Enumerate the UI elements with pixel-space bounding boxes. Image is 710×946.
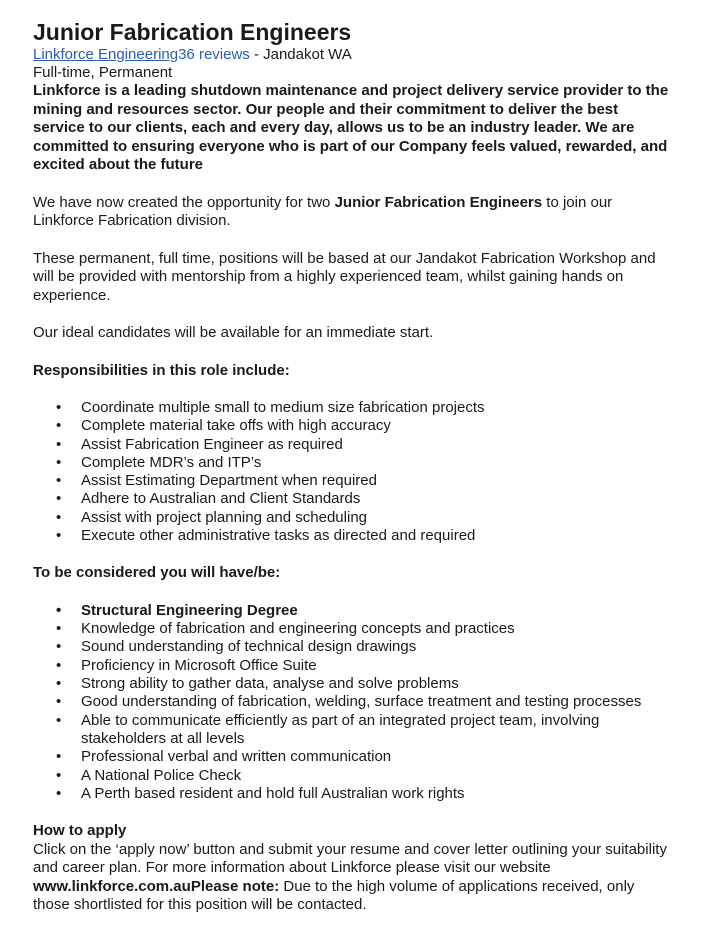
list-item: • Complete MDR’s and ITP’s <box>81 454 673 472</box>
reviews-link[interactable]: 36 reviews <box>178 46 250 63</box>
requirements-heading: To be considered you will have/be: <box>33 564 281 582</box>
apply-text-2: Due to the high volume of applications received, only those shortlisted for this position will be contacted. <box>33 877 635 914</box>
list-item: • Structural Engineering Degree <box>81 602 673 620</box>
apply-text-1: Click on the ‘apply now’ button and submit your resume and cover letter outlining your suitability and career plan. For more information about Linkforce please visit our website <box>33 840 667 877</box>
job-title: Junior Fabrication Engineers <box>33 19 352 45</box>
paragraph-opportunity <box>33 194 673 231</box>
list-item: • Execute other administrative tasks as directed and required <box>81 527 673 545</box>
company-line <box>33 46 673 64</box>
company-link[interactable]: Linkforce Engineering <box>33 46 179 63</box>
p1-end: to join our Linkforce Fabrication division. <box>33 193 613 229</box>
paragraph-positions: These permanent, full time, positions will be based at our Jandakot Fabrication Workshop and will be provided with mentorship from a highly experienced team, whilst gaining hands on experience. <box>33 249 656 304</box>
requirements-list <box>33 602 673 803</box>
p1-start: We have now created the opportunity for two <box>33 193 335 211</box>
list-item: • Professional verbal and written communication <box>81 748 673 766</box>
list-item: • Proficiency in Microsoft Office Suite <box>81 657 673 675</box>
list-item: • Sound understanding of technical design drawings <box>81 638 673 656</box>
list-item: • Knowledge of fabrication and engineering concepts and practices <box>81 620 673 638</box>
list-item: • Complete material take offs with high accuracy <box>81 417 673 435</box>
responsibilities-list <box>33 399 673 545</box>
list-item: • Strong ability to gather data, analyse and solve problems <box>81 675 673 693</box>
list-item: • Coordinate multiple small to medium size fabrication projects <box>81 399 673 417</box>
list-item: • Good understanding of fabrication, welding, surface treatment and testing processes <box>81 693 673 711</box>
list-item: • Assist Estimating Department when required <box>81 472 673 490</box>
list-item: • Assist with project planning and scheduling <box>81 509 673 527</box>
list-item: • Able to communicate efficiently as part of an integrated project team, involving stakeholders at all levels <box>81 712 673 749</box>
job-location: - Jandakot WA <box>249 46 352 63</box>
website-link[interactable]: www.linkforce.com.au <box>33 877 191 895</box>
apply-heading: How to apply <box>33 822 127 840</box>
list-item: • A Perth based resident and hold full Australian work rights <box>81 785 673 803</box>
list-item: • Assist Fabrication Engineer as required <box>81 436 673 454</box>
note-label: Please note: <box>190 877 280 895</box>
paragraph-start: Our ideal candidates will be available for an immediate start. <box>33 324 434 341</box>
company-intro: Linkforce is a leading shutdown maintenance and project delivery service provider to the mining and resources sector. Our people and their commitment to deliver the best service to our clients, each and every day, allows us to be an industry leader. We are committed to ensuring everyone who is part of our Company feels valued, rewarded, and excited about the future <box>33 82 669 173</box>
job-type: Full-time, Permanent <box>33 64 173 81</box>
p1-bold: Junior Fabrication Engineers <box>334 193 543 211</box>
apply-text <box>33 841 673 915</box>
list-item: • Adhere to Australian and Client Standards <box>81 490 673 508</box>
responsibilities-heading: Responsibilities in this role include: <box>33 361 290 379</box>
list-item: • A National Police Check <box>81 767 673 785</box>
